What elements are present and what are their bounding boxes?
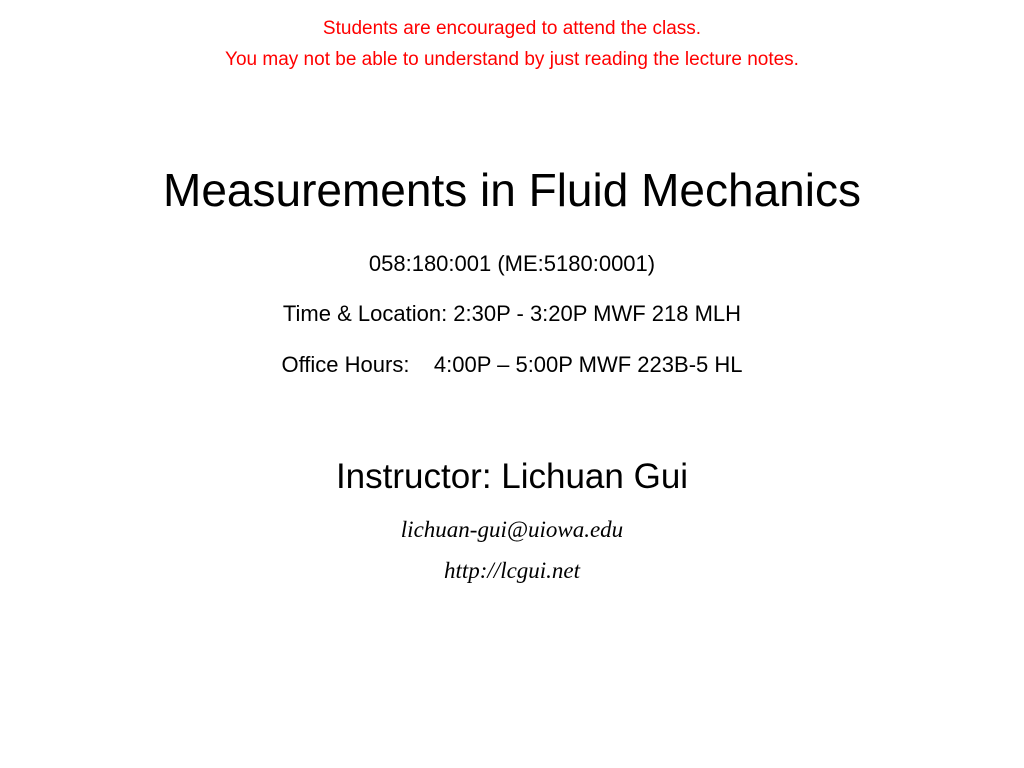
time-location: Time & Location: 2:30P - 3:20P MWF 218 MLH	[282, 301, 742, 326]
instructor-email[interactable]: lichuan-gui@uiowa.edu	[400, 517, 624, 542]
attendance-notice-line-1: Students are encouraged to attend the class.	[322, 18, 702, 39]
slide-title: Measurements in Fluid Mechanics	[163, 164, 861, 216]
instructor-website[interactable]: http://lcgui.net	[443, 558, 581, 583]
office-hours: Office Hours: 4:00P – 5:00P MWF 223B-5 HL	[281, 352, 743, 377]
instructor-name: Instructor: Lichuan Gui	[335, 457, 689, 496]
attendance-notice-line-2: You may not be able to understand by just reading the lecture notes.	[225, 49, 799, 70]
course-code: 058:180:001 (ME:5180:0001)	[368, 251, 656, 276]
